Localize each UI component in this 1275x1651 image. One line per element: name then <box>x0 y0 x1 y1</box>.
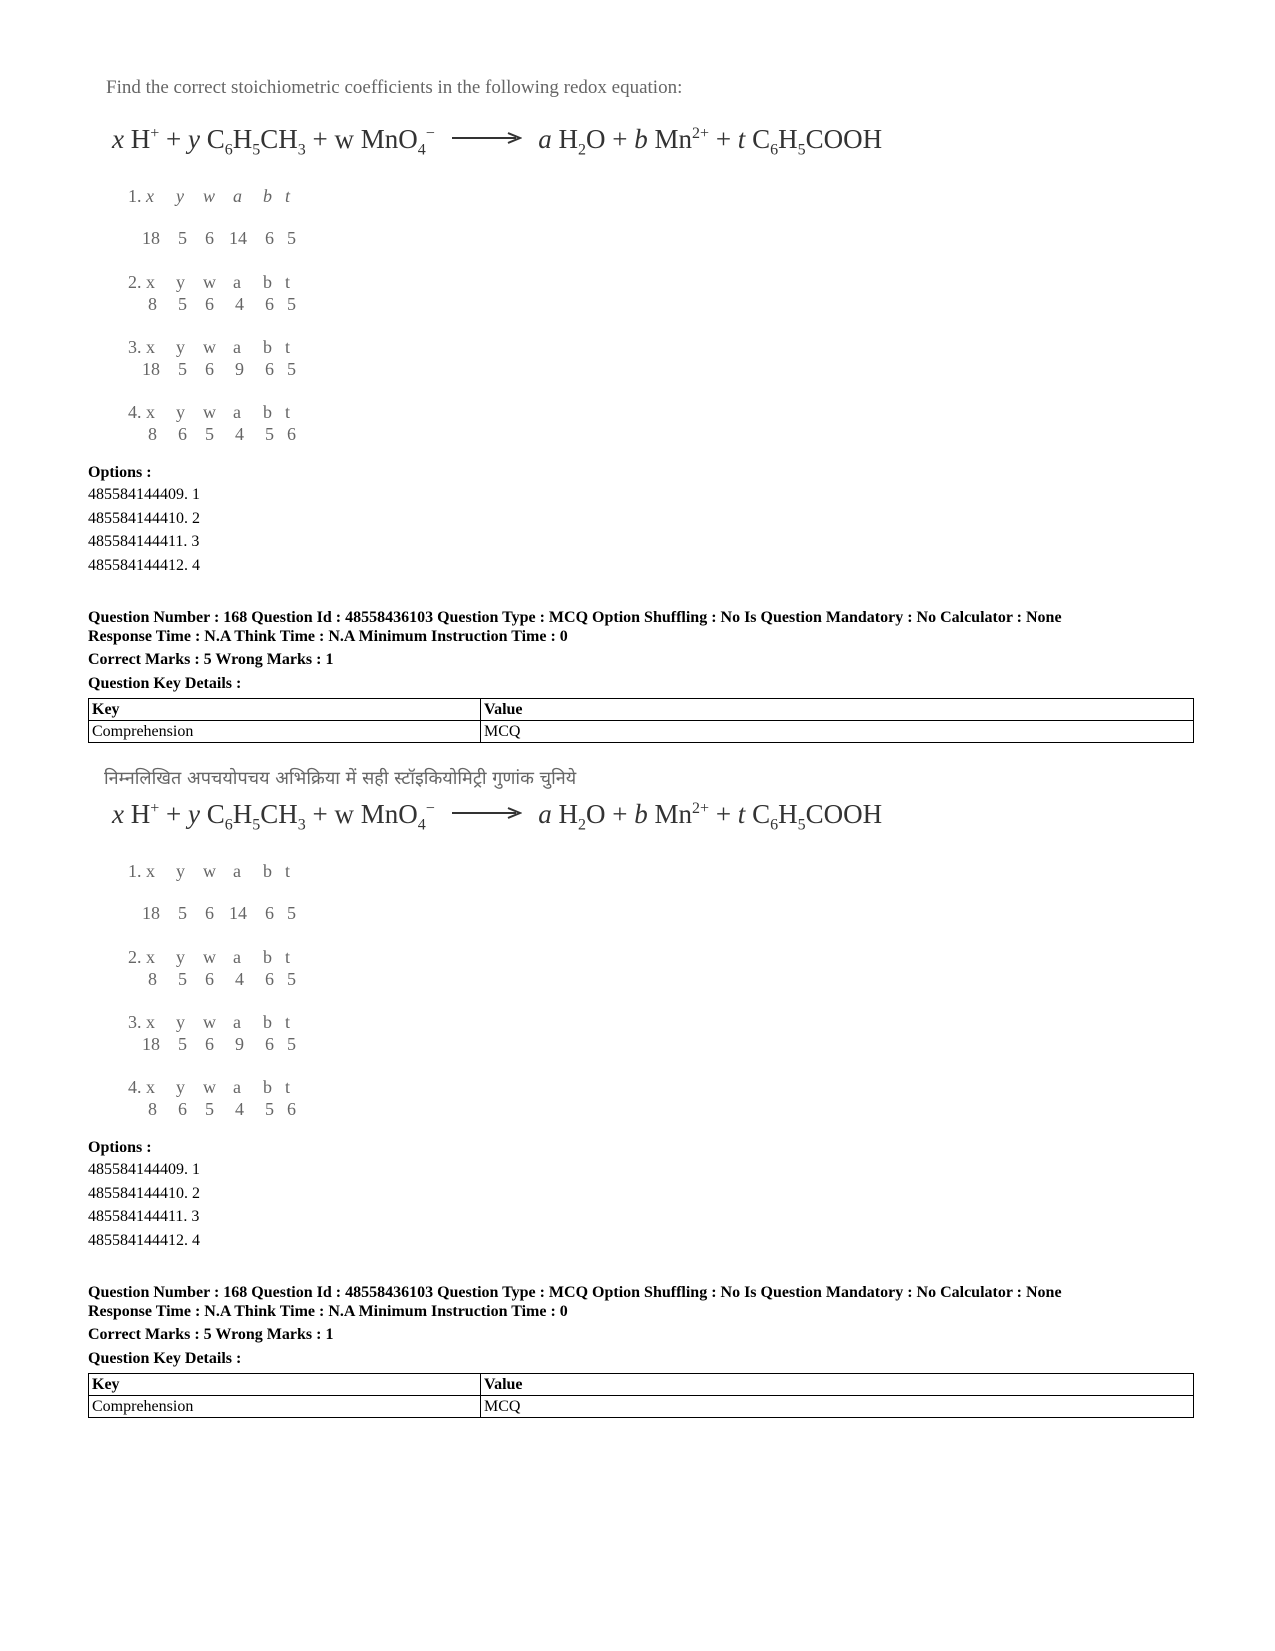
choice-coefficient-value: 5 <box>205 1099 214 1119</box>
choice-coefficient-value: 6 <box>287 1099 296 1119</box>
choice-variable-label: y <box>176 337 185 357</box>
choice-coefficient-value: 5 <box>287 1034 296 1054</box>
choice-coefficient-value: 6 <box>205 969 214 989</box>
choice-coefficient-value: 5 <box>205 424 214 444</box>
choice-coefficient-value: 4 <box>235 294 244 314</box>
marks-line: Correct Marks : 5 Wrong Marks : 1 <box>88 1326 334 1343</box>
choice-coefficient-value: 6 <box>205 359 214 379</box>
choice-coefficient-value: 6 <box>178 1099 187 1119</box>
choice-coefficient-value: 8 <box>148 969 157 989</box>
options-label: Options : <box>88 464 152 481</box>
option-item: 485584144412. 4 <box>88 557 200 574</box>
choice-variable-label: x <box>146 947 155 967</box>
option-item: 485584144410. 2 <box>88 510 200 527</box>
choice-number: 1. <box>128 861 142 881</box>
choice-variable-label: t <box>285 402 291 422</box>
choice-coefficient-value: 5 <box>287 228 296 248</box>
choice-coefficient-value: 18 <box>142 903 160 923</box>
choice-variable-label: a <box>233 402 241 422</box>
choice-coefficient-value: 5 <box>265 1099 274 1119</box>
table-header-key: Key <box>89 1374 481 1396</box>
key-details-label: Question Key Details : <box>88 675 242 692</box>
choice-coefficient-value: 6 <box>205 1034 214 1054</box>
choice-coefficient-value: 6 <box>205 294 214 314</box>
question-prompt: Find the correct stoichiometric coefficients in the following redox equation: <box>106 77 683 98</box>
choice-variable-label: x <box>146 186 154 206</box>
choice-number: 4. <box>128 1077 142 1097</box>
choice-coefficient-value: 5 <box>265 424 274 444</box>
table-header-key: Key <box>89 699 481 721</box>
option-item: 485584144409. 1 <box>88 486 200 503</box>
choice-variable-label: a <box>233 337 241 357</box>
choice-coefficient-value: 6 <box>265 1034 274 1054</box>
reaction-arrow-icon <box>452 807 522 819</box>
choice-coefficient-value: 5 <box>178 1034 187 1054</box>
choice-variable-label: y <box>176 1077 185 1097</box>
choice-coefficient-value: 4 <box>235 969 244 989</box>
choice-coefficient-value: 6 <box>287 424 296 444</box>
choice-variable-label: x <box>146 1012 155 1032</box>
choice-coefficient-value: 5 <box>178 969 187 989</box>
key-details-table <box>88 1373 1194 1418</box>
option-item: 485584144411. 3 <box>88 533 200 550</box>
choice-coefficient-value: 8 <box>148 294 157 314</box>
choice-variable-label: x <box>146 402 155 422</box>
option-item: 485584144412. 4 <box>88 1232 200 1249</box>
choice-coefficient-value: 4 <box>235 424 244 444</box>
choice-variable-label: t <box>285 947 291 967</box>
table-header-row <box>89 1374 1194 1396</box>
choice-coefficient-value: 6 <box>205 903 214 923</box>
choice-variable-label: y <box>176 186 184 206</box>
choice-number: 2. <box>128 947 142 967</box>
choice-variable-label: w <box>203 1077 216 1097</box>
redox-equation: x H+ + y $C_6H_5CH_3 + w$ MnO$_4$− a $H_2O + b$ $Mn^{2+} + t$ $C_6H_5COOH$ <box>112 124 883 159</box>
question-prompt-hindi: निम्नलिखित अपचयोपचय अभिक्रिया में सही स्टॉइकियोमिट्री गुणांक चुनिये <box>104 768 577 789</box>
choice-variable-label: t <box>285 272 291 292</box>
choice-coefficient-value: 5 <box>287 294 296 314</box>
option-item: 485584144410. 2 <box>88 1185 200 1202</box>
table-header-value: Value <box>481 1374 1194 1396</box>
choice-coefficient-value: 6 <box>265 969 274 989</box>
choice-coefficient-value: 8 <box>148 1099 157 1119</box>
table-header-value: Value <box>481 699 1194 721</box>
table-row <box>89 1396 1194 1418</box>
table-cell-value: MCQ <box>481 1396 1194 1418</box>
choice-number: 2. <box>128 272 142 292</box>
table-cell-value: MCQ <box>481 721 1194 743</box>
choice-variable-label: w <box>203 186 216 206</box>
choice-number: 1. <box>128 186 142 206</box>
choice-coefficient-value: 8 <box>148 424 157 444</box>
choice-variable-label: w <box>203 337 216 357</box>
choice-coefficient-value: 14 <box>229 228 247 248</box>
choice-variable-label: x <box>146 1077 155 1097</box>
choice-variable-label: x <box>146 861 155 881</box>
option-item: 485584144411. 3 <box>88 1208 200 1225</box>
choice-variable-label: t <box>285 1012 291 1032</box>
choice-variable-label: w <box>203 861 216 881</box>
choice-variable-label: a <box>233 1012 241 1032</box>
choice-coefficient-value: 18 <box>142 359 160 379</box>
choice-number: 3. <box>128 1012 142 1032</box>
choice-coefficient-value: 5 <box>178 359 187 379</box>
choice-coefficient-value: 5 <box>178 903 187 923</box>
choice-coefficient-value: 5 <box>178 228 187 248</box>
choice-coefficient-value: 18 <box>142 228 160 248</box>
choice-coefficient-value: 6 <box>265 228 274 248</box>
choice-variable-label: b <box>263 1077 272 1097</box>
key-details-label: Question Key Details : <box>88 1350 242 1367</box>
question-meta-line2: Response Time : N.A Think Time : N.A Minimum Instruction Time : 0 <box>88 1303 568 1320</box>
choice-variable-label: t <box>285 186 291 206</box>
choice-variable-label: b <box>263 402 272 422</box>
choice-variable-label: y <box>176 402 185 422</box>
redox-equation: x H+ + y $C_6H_5CH_3 + w$ MnO$_4$− a $H_2O + b$ $Mn^{2+} + t$ $C_6H_5COOH$ <box>112 799 883 834</box>
choice-variable-label: b <box>263 337 272 357</box>
choice-variable-label: a <box>233 1077 241 1097</box>
choice-variable-label: t <box>285 861 291 881</box>
question-meta-line2: Response Time : N.A Think Time : N.A Minimum Instruction Time : 0 <box>88 628 568 645</box>
option-item: 485584144409. 1 <box>88 1161 200 1178</box>
choice-variable-label: w <box>203 402 216 422</box>
choice-variable-label: w <box>203 947 216 967</box>
choice-variable-label: a <box>233 186 242 206</box>
choice-variable-label: b <box>263 186 272 206</box>
choice-coefficient-value: 14 <box>229 903 247 923</box>
choice-variable-label: a <box>233 861 241 881</box>
choice-coefficient-value: 5 <box>287 969 296 989</box>
choice-variable-label: b <box>263 861 272 881</box>
choice-variable-label: y <box>176 1012 185 1032</box>
choice-coefficient-value: 6 <box>265 903 274 923</box>
choice-variable-label: y <box>176 272 185 292</box>
choice-variable-label: x <box>146 272 155 292</box>
marks-line: Correct Marks : 5 Wrong Marks : 1 <box>88 651 334 668</box>
choice-coefficient-value: 5 <box>178 294 187 314</box>
options-label: Options : <box>88 1139 152 1156</box>
choice-variable-label: b <box>263 272 272 292</box>
choice-coefficient-value: 5 <box>287 903 296 923</box>
choice-variable-label: a <box>233 272 241 292</box>
question-meta-line1: Question Number : 168 Question Id : 48558436103 Question Type : MCQ Option Shuffling : No Is Question Mandatory : No Calculator : None <box>88 609 1062 626</box>
choice-variable-label: x <box>146 337 155 357</box>
choice-number: 3. <box>128 337 142 357</box>
choice-coefficient-value: 9 <box>235 1034 244 1054</box>
choice-variable-label: y <box>176 861 185 881</box>
choice-coefficient-value: 18 <box>142 1034 160 1054</box>
choice-coefficient-value: 6 <box>205 228 214 248</box>
choice-coefficient-value: 6 <box>265 359 274 379</box>
choice-coefficient-value: 4 <box>235 1099 244 1119</box>
choice-number: 4. <box>128 402 142 422</box>
choice-variable-label: a <box>233 947 241 967</box>
choice-coefficient-value: 5 <box>287 359 296 379</box>
choice-variable-label: t <box>285 337 291 357</box>
choice-variable-label: w <box>203 1012 216 1032</box>
choice-variable-label: b <box>263 1012 272 1032</box>
choice-variable-label: b <box>263 947 272 967</box>
choice-variable-label: y <box>176 947 185 967</box>
choice-variable-label: t <box>285 1077 291 1097</box>
table-cell-key: Comprehension <box>89 721 481 743</box>
choice-coefficient-value: 6 <box>178 424 187 444</box>
choice-variable-label: w <box>203 272 216 292</box>
question-meta-line1: Question Number : 168 Question Id : 48558436103 Question Type : MCQ Option Shuffling : No Is Question Mandatory : No Calculator : None <box>88 1284 1062 1301</box>
choice-coefficient-value: 9 <box>235 359 244 379</box>
table-cell-key: Comprehension <box>89 1396 481 1418</box>
choice-coefficient-value: 6 <box>265 294 274 314</box>
